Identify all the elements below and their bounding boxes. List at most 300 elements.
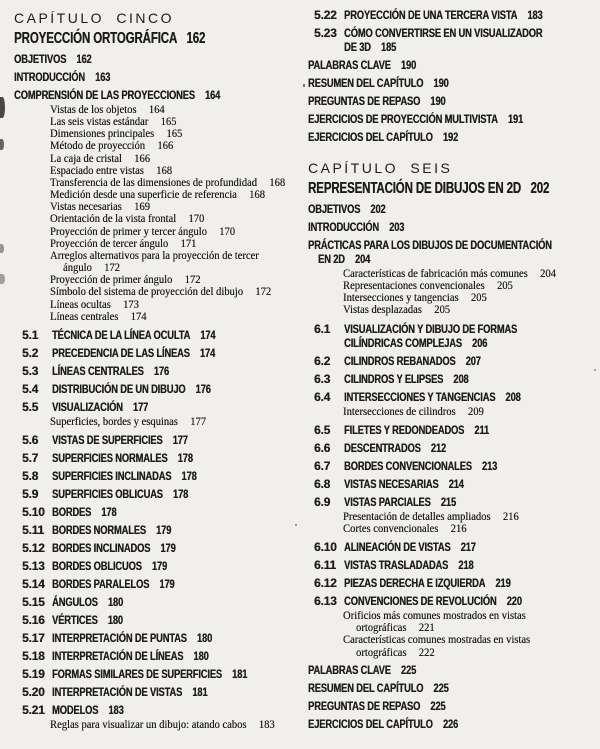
section-number: 5.2 [22, 345, 39, 360]
toc-heading [308, 58, 600, 72]
subentry-label: Presentación de detalles ampliados [343, 508, 491, 523]
heading-label: EJERCICIOS DEL CAPÍTULO [308, 716, 433, 731]
heading-label-continued: EN 2D [318, 252, 345, 266]
subentry-label: Proyección de primer ángulo [50, 272, 173, 287]
subentry-label: Proyección de tercer ángulo [50, 235, 169, 250]
toc-heading [308, 94, 600, 108]
page-number: 180 [107, 594, 124, 609]
section-title-line [52, 523, 300, 537]
scan-artifact [0, 139, 4, 150]
page-number: 216 [450, 520, 467, 535]
page-number: 173 [123, 296, 139, 311]
section-title: CÓMO CONVERTIRSE EN UN VISUALIZADOR [344, 26, 543, 40]
page-number: 218 [458, 558, 474, 573]
heading-line [308, 663, 600, 677]
section-number: 5.23 [314, 26, 337, 40]
toc-section [14, 451, 300, 465]
section-number: 5.14 [22, 576, 45, 591]
section-title-line [344, 495, 600, 509]
page-number: 213 [481, 458, 498, 473]
chapter-number-heading: CAPÍTULO SEIS [308, 160, 453, 176]
page-number: 225 [433, 680, 449, 695]
subentry-label: Orientación de la vista frontal [50, 211, 177, 226]
toc-section [308, 372, 600, 386]
page-number: 178 [181, 468, 197, 483]
page-number: 190 [433, 76, 449, 90]
toc-section [14, 631, 300, 645]
subentry-label: Características comunes mostradas en vistas [343, 632, 531, 647]
chapter-page-number: 162 [186, 30, 206, 47]
section-title-line [344, 354, 600, 368]
section-title-line [52, 451, 300, 465]
section-number: 5.13 [22, 558, 45, 573]
toc-section [14, 469, 300, 483]
page-number: 162 [76, 52, 92, 66]
toc-subentry [50, 249, 300, 273]
toc-section [14, 346, 300, 360]
heading-label: PRÁCTICAS PARA LOS DIBUJOS DE DOCUMENTACIÓN [308, 238, 552, 252]
subentry-line [343, 405, 600, 417]
page-number: 177 [172, 432, 188, 447]
section-title: VISTAS NECESARIAS [344, 476, 439, 491]
toc-heading [308, 699, 600, 713]
section-title: SUPERFICIES OBLICUAS [52, 486, 163, 501]
section-title-line [52, 328, 300, 342]
chapter-block [14, 8, 300, 48]
toc-column-left [14, 8, 300, 749]
heading-label: EJERCICIOS DE PROYECCIÓN MULTIVISTA [308, 112, 498, 126]
section-title-line [52, 649, 300, 663]
subentry-label: Espaciado entre vistas [50, 162, 144, 177]
section-number: 5.6 [22, 432, 39, 447]
section-title-line [52, 400, 300, 414]
section-title-continued: CILÍNDRICAS COMPLEJAS [344, 335, 462, 350]
toc-section [14, 685, 300, 699]
section-title: BORDES INCLINADOS [52, 540, 151, 555]
section-number: 6.7 [314, 458, 331, 473]
page-number: 164 [148, 102, 165, 116]
section-title-line [52, 505, 300, 519]
page-number: 168 [156, 162, 173, 177]
toc-heading [308, 681, 600, 695]
toc-subentry [50, 415, 300, 427]
page-number: 192 [442, 130, 458, 144]
section-number: 5.1 [22, 327, 39, 342]
toc-section [14, 703, 300, 717]
section-title-line [52, 577, 300, 591]
page-number: 222 [418, 644, 435, 659]
section-title: ÁNGULOS [52, 594, 98, 609]
section-title: PROYECCIÓN DE UNA TERCERA VISTA [344, 8, 518, 22]
page-number: 217 [460, 540, 476, 555]
subentry-label: Proyección de primer y tercer ángulo [50, 223, 207, 238]
toc-section [14, 541, 300, 555]
heading-line [308, 681, 600, 695]
toc-section [308, 441, 600, 455]
section-number: 5.9 [22, 486, 39, 501]
subentry-label: Vistas de los objetos [50, 102, 137, 116]
section-number: 5.4 [22, 381, 39, 396]
page-number: 209 [467, 403, 484, 418]
heading-line [308, 130, 600, 144]
page-number: 204 [540, 266, 556, 280]
chapter-title: REPRESENTACIÓN DE DIBUJOS EN 2D [308, 180, 521, 197]
toc-subentry [343, 633, 600, 657]
section-title-line [52, 346, 300, 360]
section-title-line [52, 595, 300, 609]
toc-section [14, 433, 300, 447]
page-number: 212 [430, 440, 446, 455]
toc-section [308, 594, 600, 608]
section-title-continued: DE 3D [344, 40, 371, 54]
section-title-line [344, 423, 600, 437]
chapter-title: PROYECCIÓN ORTOGRÁFICA [14, 30, 178, 47]
subentry-line [50, 415, 300, 427]
page-number: 179 [160, 540, 176, 555]
toc-section [14, 613, 300, 627]
section-number: 6.8 [314, 476, 331, 491]
heading-line [308, 94, 600, 108]
section-number: 6.9 [314, 494, 331, 509]
toc-heading [14, 70, 300, 84]
page-number: 205 [434, 302, 451, 317]
subentry-label: Superficies, bordes y esquinas [50, 413, 178, 428]
section-title: CILINDROS REBANADOS [344, 353, 456, 368]
section-title-line [52, 364, 300, 378]
page-number: 225 [400, 662, 417, 677]
subentry-line [50, 718, 300, 730]
toc-section [308, 477, 600, 491]
section-number: 5.5 [22, 399, 39, 414]
section-title: FILETES Y REDONDEADOS [344, 422, 465, 437]
section-title-line [52, 469, 300, 483]
subentry-label: La caja de cristal [50, 150, 122, 165]
heading-line [14, 52, 300, 66]
page-number: 214 [448, 476, 464, 491]
toc-subentry [343, 303, 600, 315]
subentry-label: Vistas desplazadas [343, 302, 422, 317]
chapter-title-row [308, 179, 600, 198]
page-number: 171 [180, 235, 197, 250]
section-title-line [52, 631, 300, 645]
toc-section [14, 577, 300, 591]
heading-line-continued [308, 252, 600, 266]
section-number: 6.2 [314, 353, 331, 368]
section-title: CONVENCIONES DE REVOLUCIÓN [344, 594, 497, 609]
toc-heading [308, 202, 600, 216]
page-number: 183 [527, 8, 543, 22]
toc-subentry [343, 522, 600, 534]
subentry-label: Dimensiones principales [50, 126, 155, 141]
page-number: 183 [108, 702, 124, 717]
heading-label: RESUMEN DEL CAPÍTULO [308, 76, 424, 90]
section-number: 6.4 [314, 389, 331, 404]
page-number: 165 [160, 114, 177, 129]
subentry-label: Arreglos alternativos para la proyección de tercer [50, 247, 259, 262]
toc-heading [308, 717, 600, 731]
toc-section [308, 540, 600, 554]
toc-section [14, 328, 300, 342]
page-number: 178 [101, 504, 117, 519]
section-title: INTERSECCIONES Y TANGENCIAS [344, 389, 496, 404]
subentry-label: Vistas necesarias [50, 199, 122, 214]
page-number: 169 [134, 199, 150, 214]
subentry-label: Orificios más comunes mostrados en vistas [343, 608, 526, 623]
toc-section [14, 400, 300, 414]
page-number: 174 [200, 327, 216, 342]
toc-heading [308, 112, 600, 126]
section-number: 5.11 [22, 522, 44, 537]
page-number: 207 [465, 353, 481, 368]
heading-line [308, 112, 600, 126]
heading-label: INTRODUCCIÓN [308, 220, 379, 234]
section-title-line [52, 667, 300, 681]
page-number: 178 [172, 486, 189, 501]
toc-section [308, 322, 600, 350]
section-title: SUPERFICIES INCLINADAS [52, 468, 172, 483]
page-number: 181 [232, 666, 248, 681]
section-title: VISTAS PARCIALES [344, 494, 431, 509]
toc-heading [308, 76, 600, 90]
page-number: 177 [190, 413, 207, 428]
section-number: 5.20 [22, 684, 45, 699]
section-number: 5.8 [22, 468, 39, 483]
page-number: 225 [430, 698, 446, 713]
section-title-line [52, 433, 300, 447]
section-title: VISUALIZACIÓN [52, 399, 123, 414]
section-number: 6.6 [314, 440, 331, 455]
page-number: 178 [177, 450, 193, 465]
page-number: 180 [193, 648, 209, 663]
section-number: 6.1 [314, 321, 331, 336]
toc-heading [308, 238, 600, 266]
subentry-label-continued: ortográficas [356, 620, 407, 635]
page-number: 220 [506, 594, 522, 609]
toc-heading [308, 220, 600, 234]
section-number: 5.21 [22, 702, 45, 717]
section-title-line [52, 685, 300, 699]
subentry-label-continued: ángulo [63, 260, 92, 275]
toc-section [308, 459, 600, 473]
section-title: SUPERFICIES NORMALES [52, 450, 168, 465]
page-number: 172 [104, 260, 120, 275]
heading-label: PREGUNTAS DE REPASO [308, 94, 421, 108]
page-number: 179 [156, 522, 172, 537]
section-number: 6.13 [314, 594, 337, 609]
chapter-block [308, 158, 600, 198]
section-title: INTERPRETACIÓN DE PUNTAS [52, 630, 187, 645]
subentry-label: Representaciones convencionales [343, 278, 485, 293]
page-number: 183 [258, 716, 275, 731]
page-number: 177 [132, 399, 149, 414]
page-number: 164 [204, 88, 221, 102]
toc-section [14, 364, 300, 378]
page-number: 221 [418, 620, 435, 635]
toc-section [14, 559, 300, 573]
section-title-line [344, 594, 600, 608]
toc-subentry [343, 609, 600, 633]
section-title-line [344, 372, 600, 386]
toc-section [308, 576, 600, 590]
section-number: 6.3 [314, 371, 331, 386]
section-title: DESCENTRADOS [344, 440, 421, 455]
heading-label: PREGUNTAS DE REPASO [308, 698, 421, 713]
scan-artifact [0, 97, 5, 118]
subentry-line [343, 522, 600, 534]
section-number: 5.15 [22, 594, 45, 609]
subentry-label: Transferencia de las dimensiones de profundidad [50, 174, 257, 189]
section-title: BORDES OBLICUOS [52, 558, 142, 573]
section-number: 6.11 [314, 558, 336, 573]
page-number: 170 [219, 223, 236, 238]
toc-heading [308, 130, 600, 144]
page-number: 204 [354, 252, 371, 266]
section-title: DISTRIBUCIÓN DE UN DIBUJO [52, 381, 186, 396]
toc-section [308, 8, 600, 22]
toc-section [14, 523, 300, 537]
page-number: 190 [430, 94, 446, 108]
toc-section [14, 382, 300, 396]
section-title-line [52, 541, 300, 555]
heading-label: COMPRENSIÓN DE LAS PROYECCIONES [14, 88, 195, 102]
heading-line [308, 58, 600, 72]
section-number: 5.12 [22, 540, 45, 555]
section-title-line-continued [344, 40, 600, 54]
section-title: BORDES CONVENCIONALES [344, 458, 472, 473]
section-title: VISTAS DE SUPERFICIES [52, 432, 163, 447]
subentry-label: Intersecciones de cilindros [343, 403, 456, 418]
toc-section [308, 495, 600, 509]
toc-heading [14, 52, 300, 66]
toc-section [308, 354, 600, 368]
page-number: 203 [389, 220, 405, 234]
section-title-line [52, 613, 300, 627]
toc-section [308, 423, 600, 437]
subentry-label: Las seis vistas estándar [50, 114, 149, 129]
heading-line [308, 717, 600, 731]
chapter-page-number: 202 [530, 180, 550, 197]
section-number: 5.18 [22, 648, 45, 663]
subentry-line-continued [343, 646, 600, 658]
section-number: 5.7 [22, 450, 39, 465]
page-number: 179 [151, 558, 168, 573]
toc-section [14, 505, 300, 519]
section-number: 5.16 [22, 612, 45, 627]
section-number: 5.22 [314, 8, 337, 22]
section-title-line [344, 477, 600, 491]
section-title: VISTAS TRASLADADAS [344, 558, 449, 573]
page-number: 205 [470, 290, 487, 305]
chapter-title-row [14, 29, 300, 48]
toc-subentry [50, 310, 300, 322]
section-title: VISUALIZACIÓN Y DIBUJO DE FORMAS [344, 321, 518, 336]
section-title-line-continued [344, 336, 600, 350]
heading-line [308, 699, 600, 713]
page-number: 208 [505, 389, 521, 404]
section-title-line [52, 382, 300, 396]
section-number: 5.3 [22, 363, 39, 378]
section-title: PIEZAS DERECHA E IZQUIERDA [344, 576, 486, 591]
toc-subentry [50, 718, 300, 730]
section-title-line [344, 8, 600, 22]
section-title: ALINEACIÓN DE VISTAS [344, 540, 451, 555]
section-title-line [344, 390, 600, 404]
page-number: 216 [502, 508, 519, 523]
section-title-line [344, 540, 600, 554]
page-number: 215 [440, 494, 456, 509]
page-number: 208 [453, 371, 469, 386]
page-number: 180 [107, 612, 123, 627]
section-number: 5.19 [22, 666, 45, 681]
page-number: 219 [495, 576, 511, 591]
heading-line [308, 238, 600, 252]
subentry-label: Reglas para visualizar un dibujo: atando cabos [50, 716, 247, 731]
page-number: 180 [196, 630, 213, 645]
section-title-line [52, 703, 300, 717]
section-title-line [344, 441, 600, 455]
subentry-label: Medición desde una superficie de referencia [50, 187, 237, 202]
scan-artifact [0, 244, 4, 253]
section-title: VÉRTICES [52, 612, 98, 627]
page-number: 168 [269, 174, 286, 189]
heading-label: PALABRAS CLAVE [308, 58, 391, 72]
chapter-number-heading: CAPÍTULO CINCO [14, 10, 175, 26]
page-number: 174 [199, 345, 216, 360]
toc-section [14, 649, 300, 663]
section-title-line [344, 558, 600, 572]
subentry-label: Método de proyección [50, 138, 146, 153]
section-title: MODELOS [52, 702, 99, 717]
subentry-line [343, 303, 600, 315]
heading-line [14, 70, 300, 84]
toc-column-right [300, 8, 600, 749]
heading-label: OBJETIVOS [14, 52, 67, 66]
section-title: BORDES [52, 504, 92, 519]
section-title-line [344, 322, 600, 336]
section-title: BORDES PARALELOS [52, 576, 150, 591]
heading-label: PALABRAS CLAVE [308, 662, 391, 677]
subentry-label: Líneas ocultas [50, 296, 111, 311]
page-number: 166 [134, 150, 150, 165]
section-title: PRECEDENCIA DE LAS LÍNEAS [52, 345, 190, 360]
section-title-line [344, 459, 600, 473]
page-number: 191 [507, 112, 524, 126]
subentry-label: Intersecciones y tangencias [343, 290, 459, 305]
section-title: INTERPRETACIÓN DE LÍNEAS [52, 648, 184, 663]
heading-line [308, 220, 600, 234]
section-title: TÉCNICA DE LA LÍNEA OCULTA [52, 327, 191, 342]
page-number: 163 [95, 70, 111, 84]
section-number: 6.10 [314, 540, 337, 555]
page-number: 226 [442, 716, 458, 731]
heading-label: EJERCICIOS DEL CAPÍTULO [308, 130, 433, 144]
page-number: 205 [496, 278, 513, 293]
page-number: 172 [184, 272, 201, 287]
page-number: 202 [370, 202, 386, 216]
section-number: 6.5 [314, 422, 331, 437]
page-number: 166 [157, 138, 174, 153]
section-title-line [52, 487, 300, 501]
section-title: BORDES NORMALES [52, 522, 146, 537]
page-number: 172 [255, 284, 272, 299]
section-title-line [52, 559, 300, 573]
subentry-label: Símbolo del sistema de proyección del dibujo [50, 284, 243, 299]
page-number: 176 [195, 381, 211, 396]
page-number: 206 [472, 335, 488, 350]
toc-section [308, 558, 600, 572]
page-number: 165 [166, 126, 183, 141]
heading-label: RESUMEN DEL CAPÍTULO [308, 680, 424, 695]
